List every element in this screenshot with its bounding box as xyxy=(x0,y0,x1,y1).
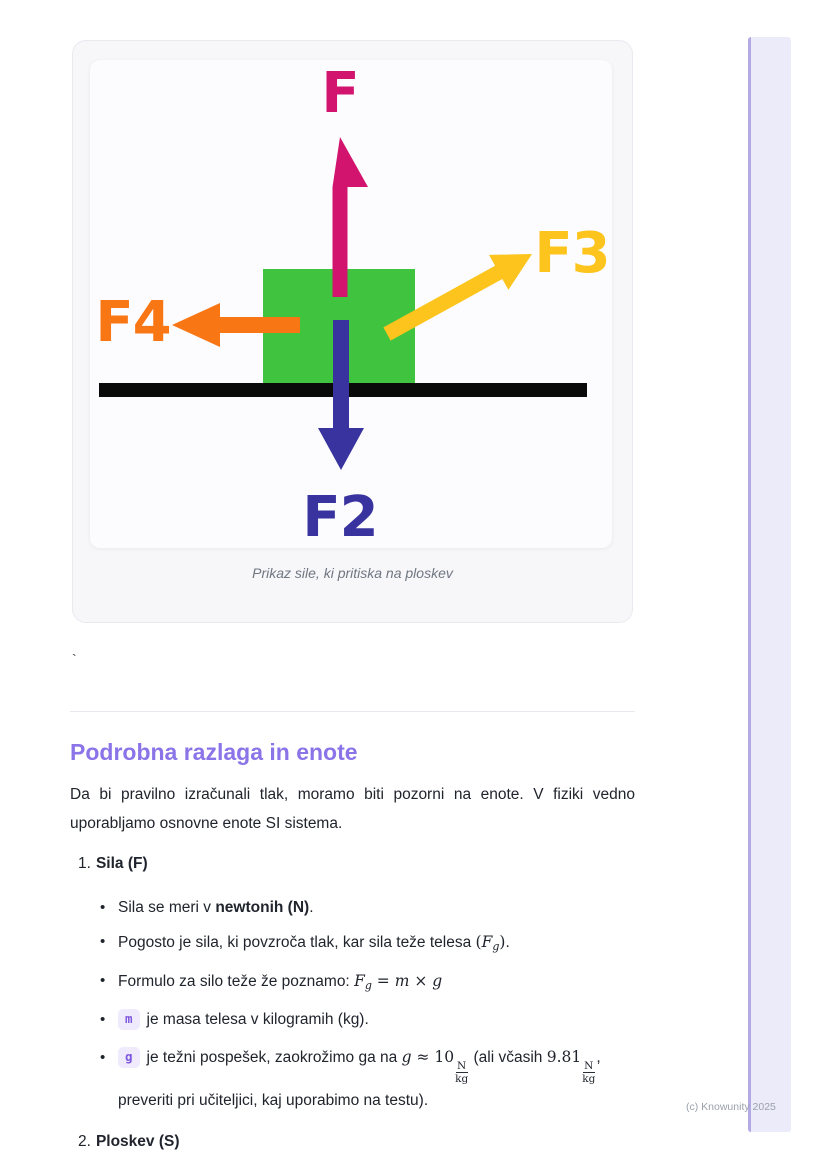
text-span: Pogosto je sila, ki povzroča tlak, kar sila teže telesa xyxy=(118,934,476,951)
label-force-f3: F3 xyxy=(534,221,610,286)
figure-card xyxy=(72,40,633,623)
math-paren: ( xyxy=(475,933,482,951)
list-item-title xyxy=(70,1130,635,1154)
bullet-item xyxy=(100,930,635,959)
code-badge-g: g xyxy=(118,1047,140,1068)
bullet-text xyxy=(118,969,635,998)
list-item-title xyxy=(70,852,635,876)
code-badge-m: m xyxy=(118,1009,140,1030)
math-number-981: 9.81 xyxy=(546,1048,582,1066)
math-approx: ≈ xyxy=(411,1048,435,1066)
bullet-icon: • xyxy=(100,1049,106,1066)
fraction-numerator: N xyxy=(584,1060,594,1072)
label-force-f: F xyxy=(321,61,359,126)
math-subscript-g: g xyxy=(364,979,372,992)
scrollbar-track[interactable] xyxy=(748,37,791,1132)
bullet-text xyxy=(118,1042,635,1116)
fraction-n-per-kg xyxy=(582,1060,595,1085)
text-span: , preveriti pri učiteljici, kaj uporabimo na testu). xyxy=(118,1049,601,1110)
list-number: 2. xyxy=(78,1133,91,1151)
section-heading: Podrobna razlaga in enote xyxy=(70,739,358,765)
bullet-item xyxy=(100,969,635,998)
bullet-icon: • xyxy=(100,1011,106,1028)
text-span: je masa telesa v kilogramih (kg). xyxy=(146,1011,369,1028)
text-span: . xyxy=(309,899,314,916)
label-force-f4: F4 xyxy=(95,290,171,355)
list-title-bold: Sila (F) xyxy=(95,855,148,872)
copyright-text: (c) Knowunity 2025 xyxy=(686,1101,776,1113)
fraction-n-per-kg xyxy=(455,1060,468,1085)
force-diagram xyxy=(90,60,612,548)
list-item-ploskev xyxy=(70,1130,635,1154)
bullet-icon: • xyxy=(100,972,106,989)
math-equals: = xyxy=(371,972,395,990)
bullet-item xyxy=(100,896,635,920)
math-var-g: g xyxy=(432,972,443,990)
math-subscript-g: g xyxy=(492,940,500,953)
bullet-icon: • xyxy=(100,933,106,950)
bullet-icon: • xyxy=(100,899,106,916)
bullet-text xyxy=(118,930,635,959)
list-title-bold: Ploskev (S) xyxy=(95,1133,180,1151)
text-span: je težni pospešek, zaokrožimo ga na xyxy=(146,1049,402,1066)
bullet-item xyxy=(100,1008,635,1032)
math-var-F: F xyxy=(481,933,493,951)
math-times: × xyxy=(409,972,433,990)
section-divider xyxy=(70,711,635,712)
bullet-text xyxy=(118,1008,635,1032)
text-span: . xyxy=(505,934,510,951)
list-number: 1. xyxy=(78,855,91,872)
fraction-denominator: kg xyxy=(582,1073,596,1086)
text-span: (ali včasih xyxy=(469,1049,547,1066)
math-var-g: g xyxy=(401,1048,412,1066)
math-number-10: 10 xyxy=(434,1048,455,1066)
math-paren: ) xyxy=(499,933,506,951)
bullet-list xyxy=(70,896,635,1116)
text-span: Sila se meri v xyxy=(118,899,216,916)
math-var-F: F xyxy=(354,972,365,990)
math-var-m: m xyxy=(394,972,410,990)
intro-paragraph: Da bi pravilno izračunali tlak, moramo biti pozorni na enote. V fiziki vedno uporabljamo osnovne enote SI sistema. xyxy=(70,786,635,832)
list-item-sila xyxy=(70,852,635,1116)
bold-span: newtonih (N) xyxy=(215,899,310,916)
stray-backtick: ` xyxy=(72,651,77,667)
article-content xyxy=(70,0,635,1154)
fraction-denominator: kg xyxy=(455,1073,469,1086)
figure-caption: Prikaz sile, ki pritiska na ploskev xyxy=(252,565,453,581)
label-force-f2: F2 xyxy=(302,485,378,550)
fraction-numerator: N xyxy=(457,1060,467,1072)
bullet-text xyxy=(118,896,635,920)
text-span: Formulo za silo teže že poznamo: xyxy=(118,973,355,990)
ordered-list xyxy=(70,852,635,1154)
bullet-item xyxy=(100,1042,635,1116)
